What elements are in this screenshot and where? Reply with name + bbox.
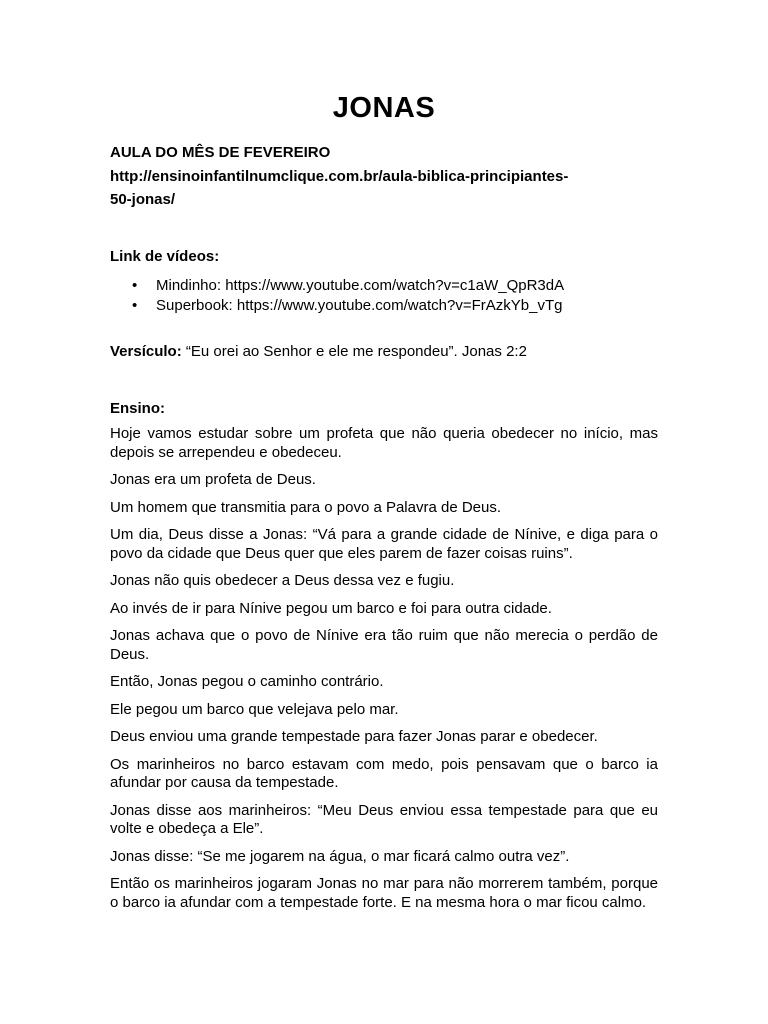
paragraph: Então, Jonas pegou o caminho contrário. <box>110 673 384 690</box>
videos-label: Link de vídeos: <box>110 248 220 265</box>
paragraph: Jonas disse aos marinheiros: “Meu Deus enviou essa tempestade para que eu volte e obedeça a Ele”. <box>110 801 658 837</box>
bullet-icon: • <box>132 277 138 294</box>
bullet-icon: • <box>132 297 138 314</box>
verse-line <box>110 342 527 361</box>
verse-label: Versículo: <box>110 343 182 360</box>
lesson-subtitle: AULA DO MÊS DE FEVEREIRO <box>110 144 331 161</box>
paragraph: Um dia, Deus disse a Jonas: “Vá para a grande cidade de Nínive, e diga para o povo da cidade que Deus quer que eles parem de fazer coisas ruins”. <box>110 526 658 562</box>
paragraph: Jonas achava que o povo de Nínive era tão ruim que não merecia o perdão de Deus. <box>110 627 658 663</box>
paragraph: Deus enviou uma grande tempestade para fazer Jonas parar e obedecer. <box>110 728 598 745</box>
video-link[interactable]: Superbook: https://www.youtube.com/watch?v=FrAzkYb_vTg <box>156 297 563 314</box>
paragraph: Então os marinheiros jogaram Jonas no mar para não morrerem também, porque o barco ia afundar com a tempestade forte. E na mesma hora o mar ficou calmo. <box>110 875 658 911</box>
paragraph: Ele pegou um barco que velejava pelo mar. <box>110 700 399 718</box>
paragraph: Jonas não quis obedecer a Deus dessa vez e fugiu. <box>110 572 455 589</box>
verse-text: “Eu orei ao Senhor e ele me respondeu”. Jonas 2:2 <box>185 343 527 360</box>
video-link[interactable]: Mindinho: https://www.youtube.com/watch?v=c1aW_QpR3dA <box>156 277 565 294</box>
list-item <box>110 296 564 316</box>
paragraph: Jonas disse: “Se me jogarem na água, o mar ficará calmo outra vez”. <box>110 847 570 865</box>
paragraph: Hoje vamos estudar sobre um profeta que não queria obedecer no início, mas depois se arrependeu e obedeceu. <box>110 425 658 461</box>
video-link-list <box>110 276 564 316</box>
paragraph: Jonas era um profeta de Deus. <box>110 471 316 488</box>
document-title: JONAS <box>332 92 436 124</box>
lesson-url-line-1[interactable]: http://ensinoinfantilnumclique.com.br/aula-biblica-principiantes- <box>110 167 569 185</box>
paragraph: Um homem que transmitia para o povo a Palavra de Deus. <box>110 498 502 516</box>
lesson-url-line-2[interactable]: 50-jonas/ <box>110 191 176 208</box>
paragraph: Ao invés de ir para Nínive pegou um barco e foi para outra cidade. <box>110 599 552 617</box>
list-item <box>110 276 564 296</box>
teaching-label: Ensino: <box>110 400 165 417</box>
teaching-body <box>110 425 658 921</box>
lesson-header <box>110 141 658 212</box>
paragraph: Os marinheiros no barco estavam com medo, pois pensavam que o barco ia afundar por causa da tempestade. <box>110 755 658 791</box>
